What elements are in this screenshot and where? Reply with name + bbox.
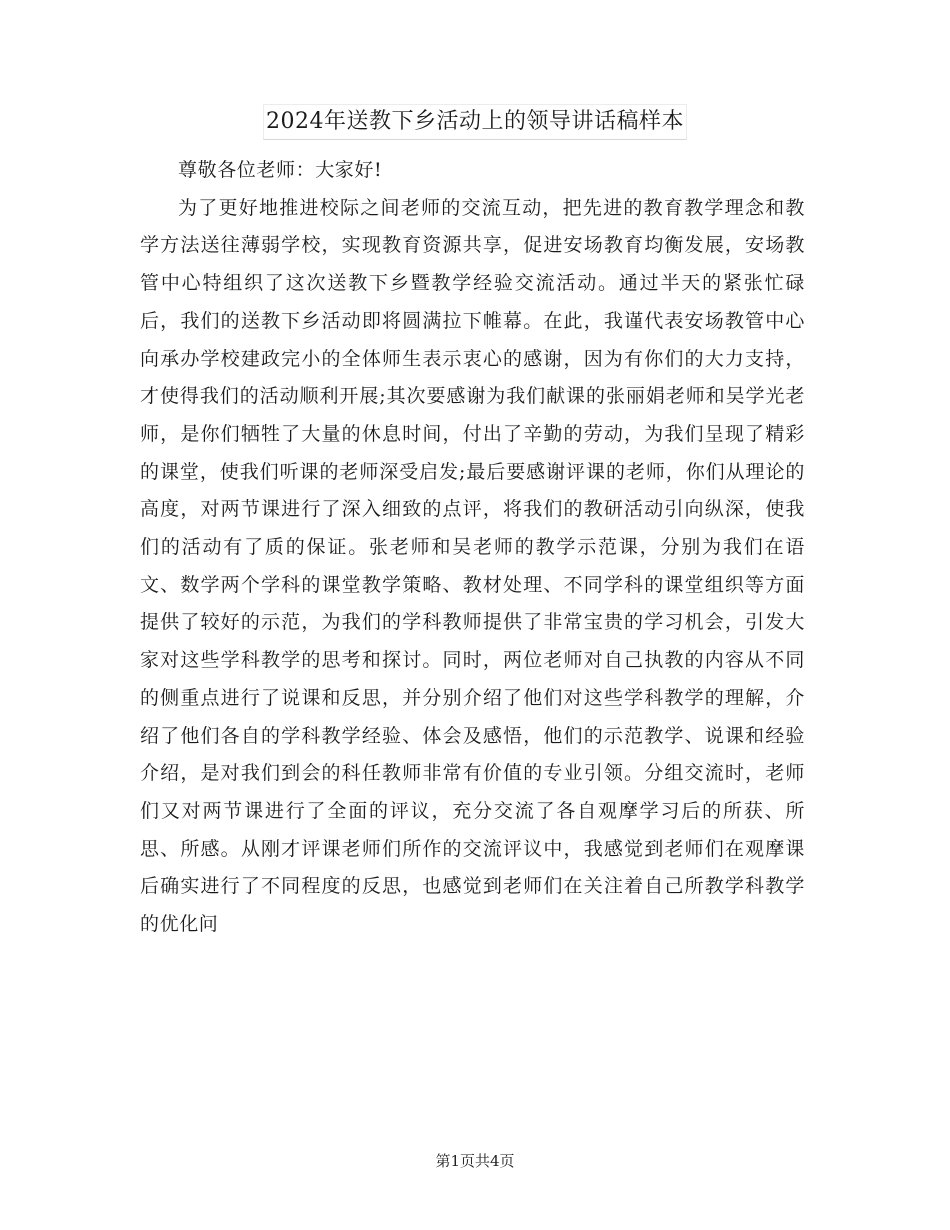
document-title-wrapper [0,104,950,140]
body-paragraph: 为了更好地推进校际之间老师的交流互动，把先进的教育教学理念和教学方法送往薄弱学校，实现教育资源共享，促进安场教育均衡发展，安场教管中心特组织了这次送教下乡暨教学经验交流活动。通过半天的紧张忙碌后，我们的送教下乡活动即将圆满拉下帷幕。在此，我谨代表安场教管中心向承办学校建政完小的全体师生表示衷心的感谢，因为有你们的大力支持，才使得我们的活动顺利开展;其次要感谢为我们献课的张丽娟老师和吴学光老师，是你们牺牲了大量的休息时间，付出了辛勤的劳动，为我们呈现了精彩的课堂，使我们听课的老师深受启发;最后要感谢评课的老师，你们从理论的高度，对两节课进行了深入细致的点评，将我们的教研活动引向纵深，使我们的活动有了质的保证。张老师和吴老师的教学示范课，分别为我们在语文、数学两个学科的课堂教学策略、教材处理、不同学科的课堂组织等方面提供了较好的示范，为我们的学科教师提供了非常宝贵的学习机会，引发大家对这些学科教学的思考和探讨。同时，两位老师对自己执教的内容从不同的侧重点进行了说课和反思，并分别介绍了他们对这些学科教学的理解，介绍了他们各自的学科教学经验、体会及感悟，他们的示范教学、说课和经验介绍，是对我们到会的科任教师非常有价值的专业引领。分组交流时，老师们又对两节课进行了全面的评议，充分交流了各自观摩学习后的所获、所思、所感。从刚才评课老师们所作的交流评议中，我感觉到老师们在观摩课后确实进行了不同程度的反思，也感觉到老师们在关注着自己所教学科教学的优化问 [140,196,805,936]
document-title: 2024年送教下乡活动上的领导讲话稿样本 [263,104,687,140]
document-body [140,152,805,944]
page-number-footer: 第1页共4页 [435,1152,515,1170]
greeting-paragraph: 尊敬各位老师：大家好! [178,159,383,181]
